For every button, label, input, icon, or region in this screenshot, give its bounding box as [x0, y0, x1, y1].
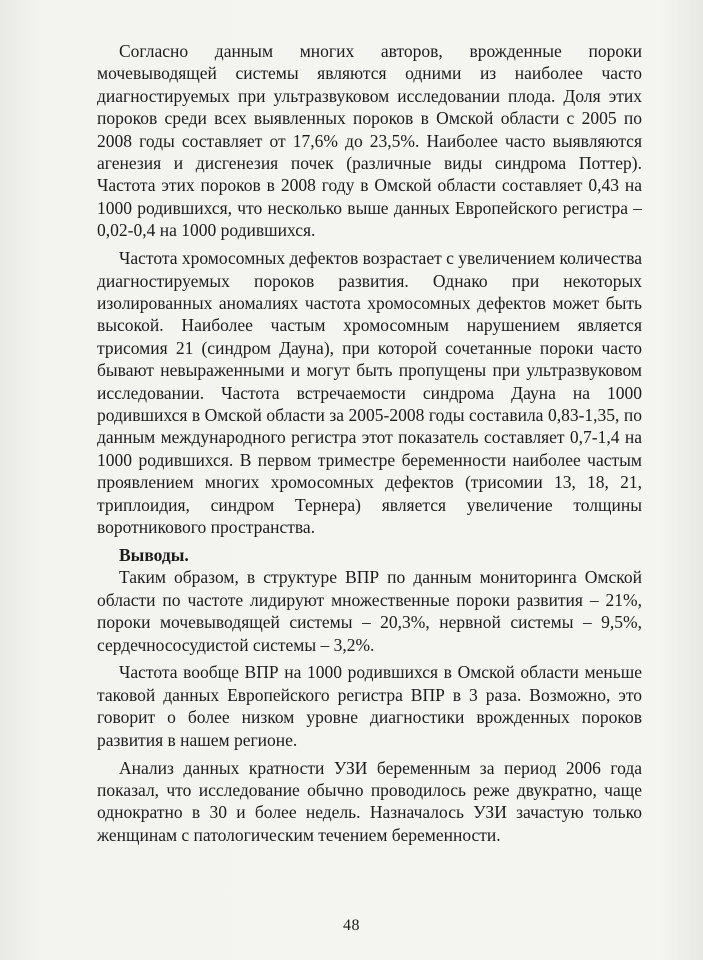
- paragraph-chromosomal-defects: Частота хромосомных дефектов возрастает с увеличением количества диагностируемых пороков развития. Однако при некоторых изолированных аномалиях частота хромосомных дефектов может быть высокой. Наиболее частым хромосомным нарушением является трисомия 21 (синдром Дауна), при которой сочетанные пороки часто бывают невыраженными и могут быть пропущены при ультразвуковом исследовании. Частота встречаемости синдрома Дауна на 1000 родившихся в Омской области за 2005-2008 годы составила 0,83-1,35, по данным международного регистра этот показатель составляет 0,7-1,4 на 1000 родившихся. В первом триместре беременности наиболее частым проявлением многих хромосомных дефектов (трисомии 13, 18, 21, триплоидия, синдром Тернера) является увеличение толщины воротникового пространства.: [97, 248, 642, 538]
- conclusion-paragraph-ultrasound: Анализ данных кратности УЗИ беременным за период 2006 года показал, что исследование обычно проводилось реже двукратно, чаще однократно в 30 и более недель. Назначалось УЗИ зачастую только женщинам с патологическим течением беременности.: [97, 757, 642, 845]
- paragraph-urinary-defects: Согласно данным многих авторов, врожденные пороки мочевыводящей системы являются одними из наиболее часто диагностируемых при ультразвуковом исследовании плода. Доля этих пороков среди всех выявленных пороков в Омской области с 2005 по 2008 годы составляет от 17,6% до 23,5%. Наиболее часто выявляются агенезия и дисгенезия почек (различные виды синдрома Поттер). Частота этих пороков в 2008 году в Омской области составляет 0,43 на 1000 родившихся, что несколько выше данных Европейского регистра – 0,02-0,4 на 1000 родившихся.: [97, 41, 642, 241]
- page-body-text: [97, 40, 642, 852]
- conclusion-paragraph-frequency: Частота вообще ВПР на 1000 родившихся в Омской области меньше таковой данных Европейского регистра ВПР в 3 раза. Возможно, это говорит о более низком уровне диагностики врожденных пороков развития в нашем регионе.: [97, 662, 642, 750]
- conclusion-paragraph-structure: Таким образом, в структуре ВПР по данным мониторинга Омской области по частоте лидируют множественные пороки развития – 21%, пороки мочевыводящей системы – 20,3%, нервной системы – 9,5%, сердечнососудистой системы – 3,2%.: [97, 567, 642, 655]
- conclusions-heading: Выводы.: [119, 544, 189, 565]
- page-number: 48: [343, 917, 360, 934]
